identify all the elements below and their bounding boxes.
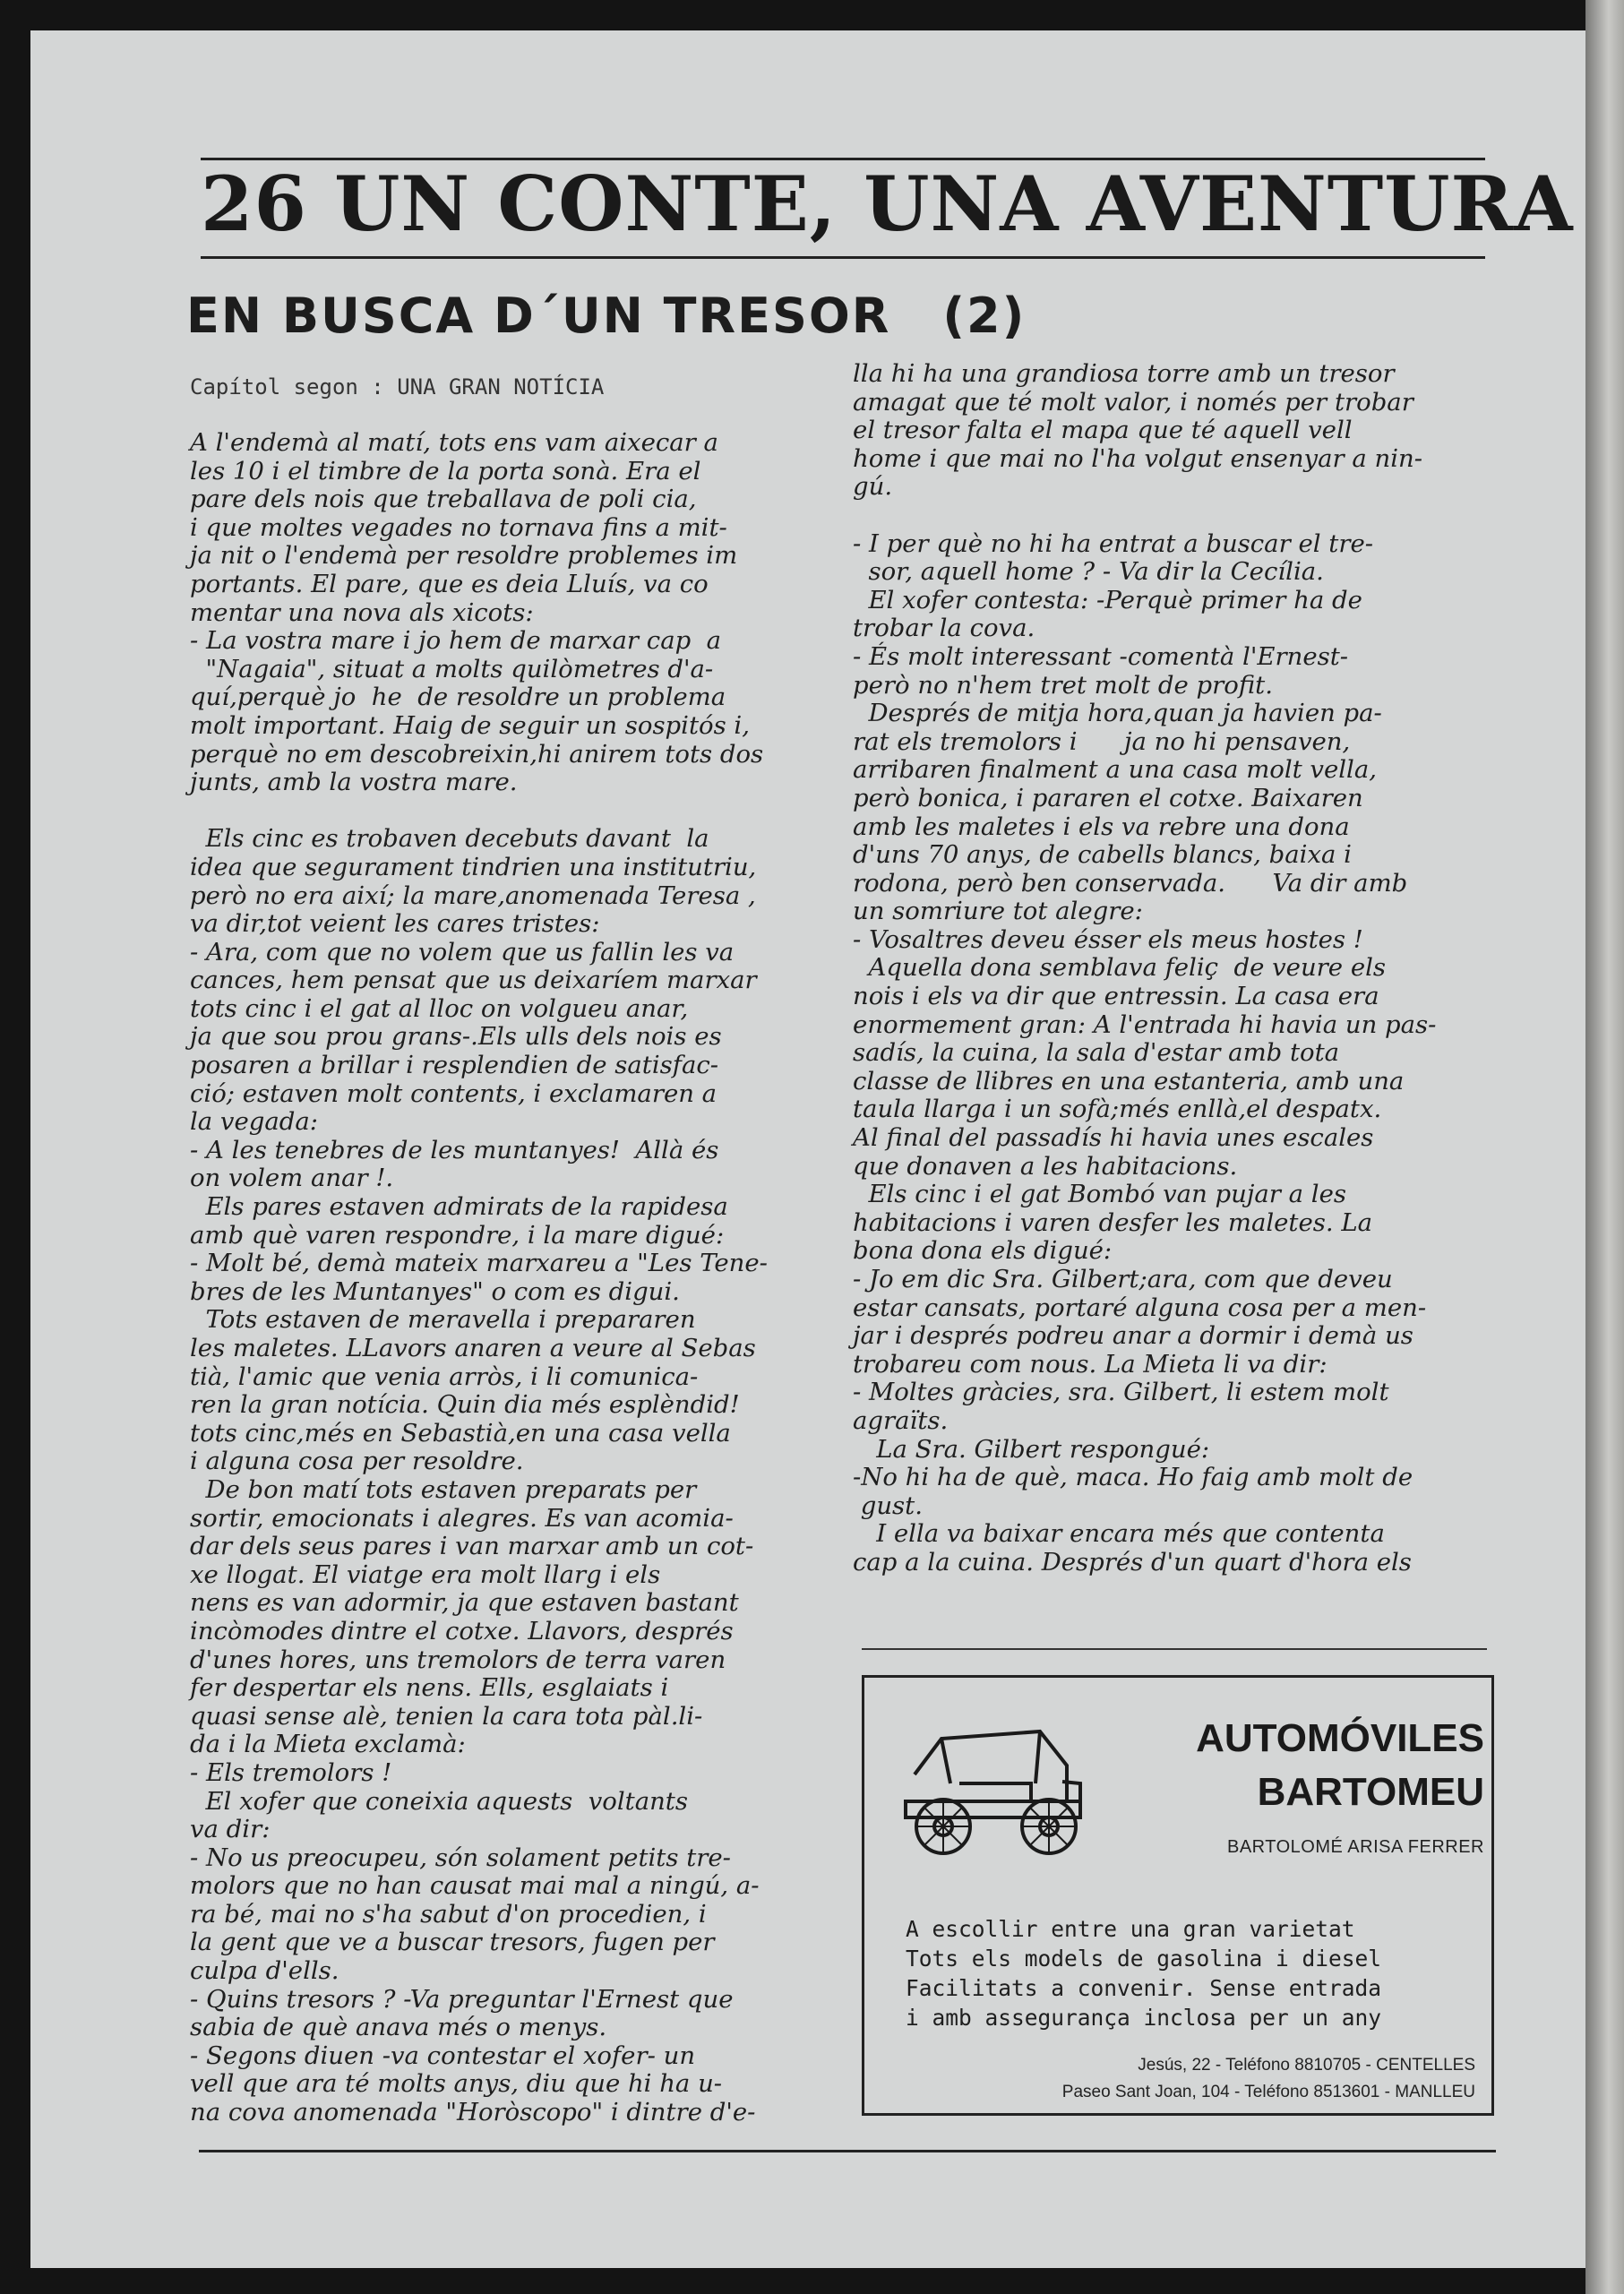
left-column-line: va dir: (190, 1815, 271, 1844)
right-column-line: La Sra. Gilbert respongué: (853, 1434, 1210, 1464)
left-column-line: na cova anomenada "Horòscopo" i dintre d'e- (190, 2098, 756, 2127)
article-title (186, 285, 1026, 348)
left-column-line: - No us preocupeu, són solament petits tre- (190, 1843, 731, 1872)
right-column-line: I ella va baixar encara més que contenta (853, 1519, 1385, 1549)
right-column-line: Al final del passadís hi havia unes escales (853, 1123, 1374, 1153)
ad-address-manlleu: Paseo Sant Joan, 104 - Teléfono 8513601 - MANLLEU (1061, 2083, 1475, 2101)
left-column-line: perquè no em descobreixin,hi anirem tots dos (190, 739, 764, 769)
right-column-line: jar i després podreu anar a dormir i demà us (853, 1321, 1413, 1351)
right-column-line: Els cinc i el gat Bombó van pujar a les (853, 1180, 1346, 1209)
article-column-left (190, 429, 817, 2127)
right-column-line: Després de mitja hora,quan ja havien pa- (853, 699, 1382, 728)
right-column-line (853, 502, 1480, 530)
right-column-line: rat els tremolors i ja no hi pensaven, (853, 726, 1351, 756)
left-column-line: - Quins tresors ? -Va preguntar l'Ernest que (190, 1984, 734, 2014)
right-column-line: -No hi ha de què, maca. Ho faig amb molt de (853, 1463, 1413, 1492)
left-column-line: "Nagaia", situat a molts quilòmetres d'a- (190, 654, 714, 683)
left-column-line: quí,perquè jo he de resoldre un problema (190, 683, 726, 712)
left-column-line: i que moltes vegades no tornava fins a mit- (190, 512, 727, 542)
right-column-line: - Jo em dic Sra. Gilbert;ara, com que deveu (853, 1265, 1393, 1293)
left-column-line: - Molt bé, demà mateix marxareu a "Les Tene- (190, 1249, 768, 1278)
right-column-line: amagat que té molt valor, i només per trobar (853, 387, 1413, 417)
vintage-car-icon (888, 1712, 1094, 1864)
right-column-line: agraïts. (853, 1405, 949, 1435)
right-column-line: El xofer contesta: -Perquè primer ha de (853, 585, 1362, 614)
left-column-line: tià, l'amic que venia arròs, i li comunica- (190, 1362, 699, 1391)
chapter-heading: Capítol segon : UNA GRAN NOTÍCIA (190, 374, 605, 400)
right-column-line: el tresor falta el mapa que té aquell vell (853, 416, 1353, 445)
left-column-line: ja que sou prou grans-.Els ulls dels nois es (190, 1022, 722, 1052)
left-column-line (190, 797, 817, 826)
ad-address-centelles: Jesús, 22 - Teléfono 8810705 - CENTELLES (1138, 2056, 1475, 2075)
left-column-line: pare dels nois que treballava de poli cia, (190, 485, 697, 514)
left-column-line: A l'endemà al matí, tots ens vam aixecar a (190, 428, 718, 457)
left-column-line: les maletes. LLavors anaren a veure al Sebas (190, 1334, 756, 1362)
header-rule-bottom (201, 256, 1485, 259)
left-column-line: xe llogat. El viatge era molt llarg i els (190, 1559, 661, 1589)
right-column-line: - És molt interessant -comentà l'Ernest- (853, 641, 1349, 671)
left-column-line: quasi sense alè, tenien la cara tota pàl.li- (190, 1701, 703, 1731)
left-column-line: incòmodes dintre el cotxe. Llavors, després (190, 1616, 734, 1645)
left-column-line: nens es van adormir, ja que estaven bastant (190, 1588, 739, 1618)
right-column-line: sor, aquell home ? - Va dir la Cecília. (853, 557, 1324, 587)
left-column-line: dar dels seus pares i van marxar amb un cot- (190, 1532, 754, 1561)
right-column-line: - Moltes gràcies, sra. Gilbert, li estem molt (853, 1378, 1389, 1407)
left-column-line: i alguna cosa per resoldre. (190, 1447, 524, 1476)
left-column-line: - Segons diuen -va contestar el xofer- un (190, 2041, 696, 2070)
left-column-line: sortir, emocionats i alegres. Es van acomia- (190, 1503, 734, 1533)
ad-owner: BARTOLOMÉ ARISA FERRER (1226, 1837, 1484, 1857)
left-column-line: tots cinc,més en Sebastià,en una casa vella (190, 1418, 731, 1448)
left-column-line: amb què varen respondre, i la mare digué: (190, 1220, 725, 1250)
ad-body-line: Tots els models de gasolina i diesel (906, 1946, 1382, 1972)
right-column-line: però no n'hem tret molt de profit. (853, 670, 1273, 700)
right-column-line: bona dona els digué: (853, 1236, 1113, 1266)
right-column-line: classe de llibres en una estanteria, amb una (853, 1066, 1405, 1095)
right-column-line: enormement gran: A l'entrada hi havia un pas- (853, 1010, 1437, 1039)
right-column-line: gust. (853, 1491, 923, 1520)
left-column-line: ren la gran notícia. Quin dia més esplèndid! (190, 1390, 740, 1420)
left-column-line: Els cinc es trobaven decebuts davant la (190, 824, 709, 854)
right-column-line: amb les maletes i els va rebre una dona (853, 812, 1350, 841)
ad-body-line: Facilitats a convenir. Sense entrada (906, 1975, 1382, 2001)
right-column-line: - Vosaltres deveu ésser els meus hostes ! (853, 924, 1363, 954)
right-column-line: sadís, la cuina, la sala d'estar amb tota (853, 1038, 1340, 1068)
right-column-line: d'uns 70 anys, de cabells blancs, baixa i (853, 840, 1352, 870)
left-column-line: ció; estaven molt contents, i exclamaren a (190, 1078, 717, 1108)
left-column-line: cances, hem pensat que us deixaríem marxar (190, 966, 757, 995)
left-column-line: tots cinc i el gat al lloc on volgueu anar, (190, 993, 689, 1023)
left-column-line: sabia de què anava més o menys. (190, 2013, 607, 2042)
right-column-line: trobar la cova. (853, 614, 1035, 643)
right-column-line: nois i els va dir que entressin. La casa era (853, 982, 1379, 1011)
left-column-line: però no era així; la mare,anomenada Teresa , (190, 881, 756, 910)
left-column-line: fer despertar els nens. Ells, esglaiats i (190, 1673, 669, 1703)
right-column-line: lla hi ha una grandiosa torre amb un tresor (853, 359, 1395, 388)
ad-separator (862, 1648, 1487, 1650)
right-column-line: però bonica, i pararen el cotxe. Baixaren (853, 783, 1363, 812)
left-column-line: d'unes hores, uns tremolors de terra varen (190, 1645, 726, 1674)
left-column-line: culpa d'ells. (190, 1956, 339, 1986)
right-column-line: cap a la cuina. Després d'un quart d'hora els (853, 1547, 1412, 1577)
left-column-line: les 10 i el timbre de la porta sonà. Era el (190, 456, 701, 485)
left-column-line: junts, amb la vostra mare. (190, 768, 518, 797)
left-column-line: la vegada: (190, 1107, 319, 1137)
right-column-line: Aquella dona semblava feliç de veure els (853, 953, 1387, 983)
left-column-line: idea que segurament tindrien una institutriu, (190, 852, 757, 881)
left-column-line: da i la Mieta exclamà: (190, 1730, 466, 1759)
right-column-line: arribaren finalment a una casa molt vella, (853, 755, 1377, 785)
ad-body-line: A escollir entre una gran varietat (906, 1916, 1355, 1942)
article-column-right (853, 360, 1480, 1577)
page-edge (1585, 0, 1624, 2294)
footer-rule (199, 2150, 1496, 2152)
right-column-line: rodona, però ben conservada. Va dir amb (853, 868, 1408, 898)
left-column-line: De bon matí tots estaven preparats per (190, 1474, 697, 1504)
left-column-line: - A les tenebres de les muntanyes! Allà és (190, 1135, 719, 1164)
right-column-line: estar cansats, portaré alguna cosa per a men- (853, 1293, 1427, 1322)
right-column-line: taula llarga i un sofà;més enllà,el despatx. (853, 1095, 1382, 1124)
right-column-line: un somriure tot alegre: (853, 897, 1143, 926)
right-column-line: que donaven a les habitacions. (853, 1151, 1238, 1181)
left-column-line: ja nit o l'endemà per resoldre problemes im (190, 541, 738, 571)
right-column-line: habitacions i varen desfer les maletes. La (853, 1207, 1372, 1237)
left-column-line: on volem anar !. (190, 1164, 394, 1193)
left-column-line: ra bé, mai no s'ha sabut d'on procedien, i (190, 1899, 707, 1929)
ad-body-text (906, 1914, 1461, 2032)
article-title-text: EN BUSCA D´UN TRESOR (186, 288, 891, 344)
left-column-line: Tots estaven de meravella i prepararen (190, 1305, 696, 1335)
right-column-line: gú. (853, 472, 893, 502)
ad-company-name-line1: AUTOMÓVILES (1196, 1716, 1484, 1760)
left-column-line: bres de les Muntanyes" o com es digui. (190, 1276, 680, 1306)
ad-company-name-line2: BARTOMEU (1257, 1770, 1484, 1814)
left-column-line: - Els tremolors ! (190, 1757, 392, 1787)
left-column-line: - Ara, com que no volem que us fallin les va (190, 937, 735, 967)
left-column-line: molors que no han causat mai mal a ningú, a- (190, 1871, 760, 1901)
left-column-line: mentar una nova als xicots: (190, 597, 534, 627)
left-column-line: posaren a brillar i resplendien de satisfac- (190, 1051, 719, 1080)
advertisement (862, 1675, 1494, 2116)
section-title: 26 UN CONTE, UNA AVENTURA (201, 159, 1574, 248)
left-column-line: molt important. Haig de seguir un sospitós i, (190, 710, 750, 740)
left-column-line: la gent que ve a buscar tresors, fugen per (190, 1928, 715, 1957)
left-column-line: Els pares estaven admirats de la rapidesa (190, 1192, 728, 1222)
right-column-line: home i que mai no l'ha volgut ensenyar a nin- (853, 443, 1422, 473)
left-column-line: El xofer que coneixia aquests voltants (190, 1786, 688, 1816)
left-column-line: vell que ara té molts anys, diu que hi ha u- (190, 2069, 723, 2099)
left-column-line: portants. El pare, que es deia Lluís, va co (190, 569, 709, 598)
article-part: (2) (942, 288, 1027, 344)
left-column-line: va dir,tot veient les cares tristes: (190, 909, 600, 939)
left-column-line: - La vostra mare i jo hem de marxar cap a (190, 626, 722, 656)
ad-body-line: i amb assegurança inclosa per un any (906, 2005, 1382, 2031)
right-column-line: - I per què no hi ha entrat a buscar el tre- (853, 528, 1374, 558)
right-column-line: trobareu com nous. La Mieta li va dir: (853, 1349, 1328, 1379)
